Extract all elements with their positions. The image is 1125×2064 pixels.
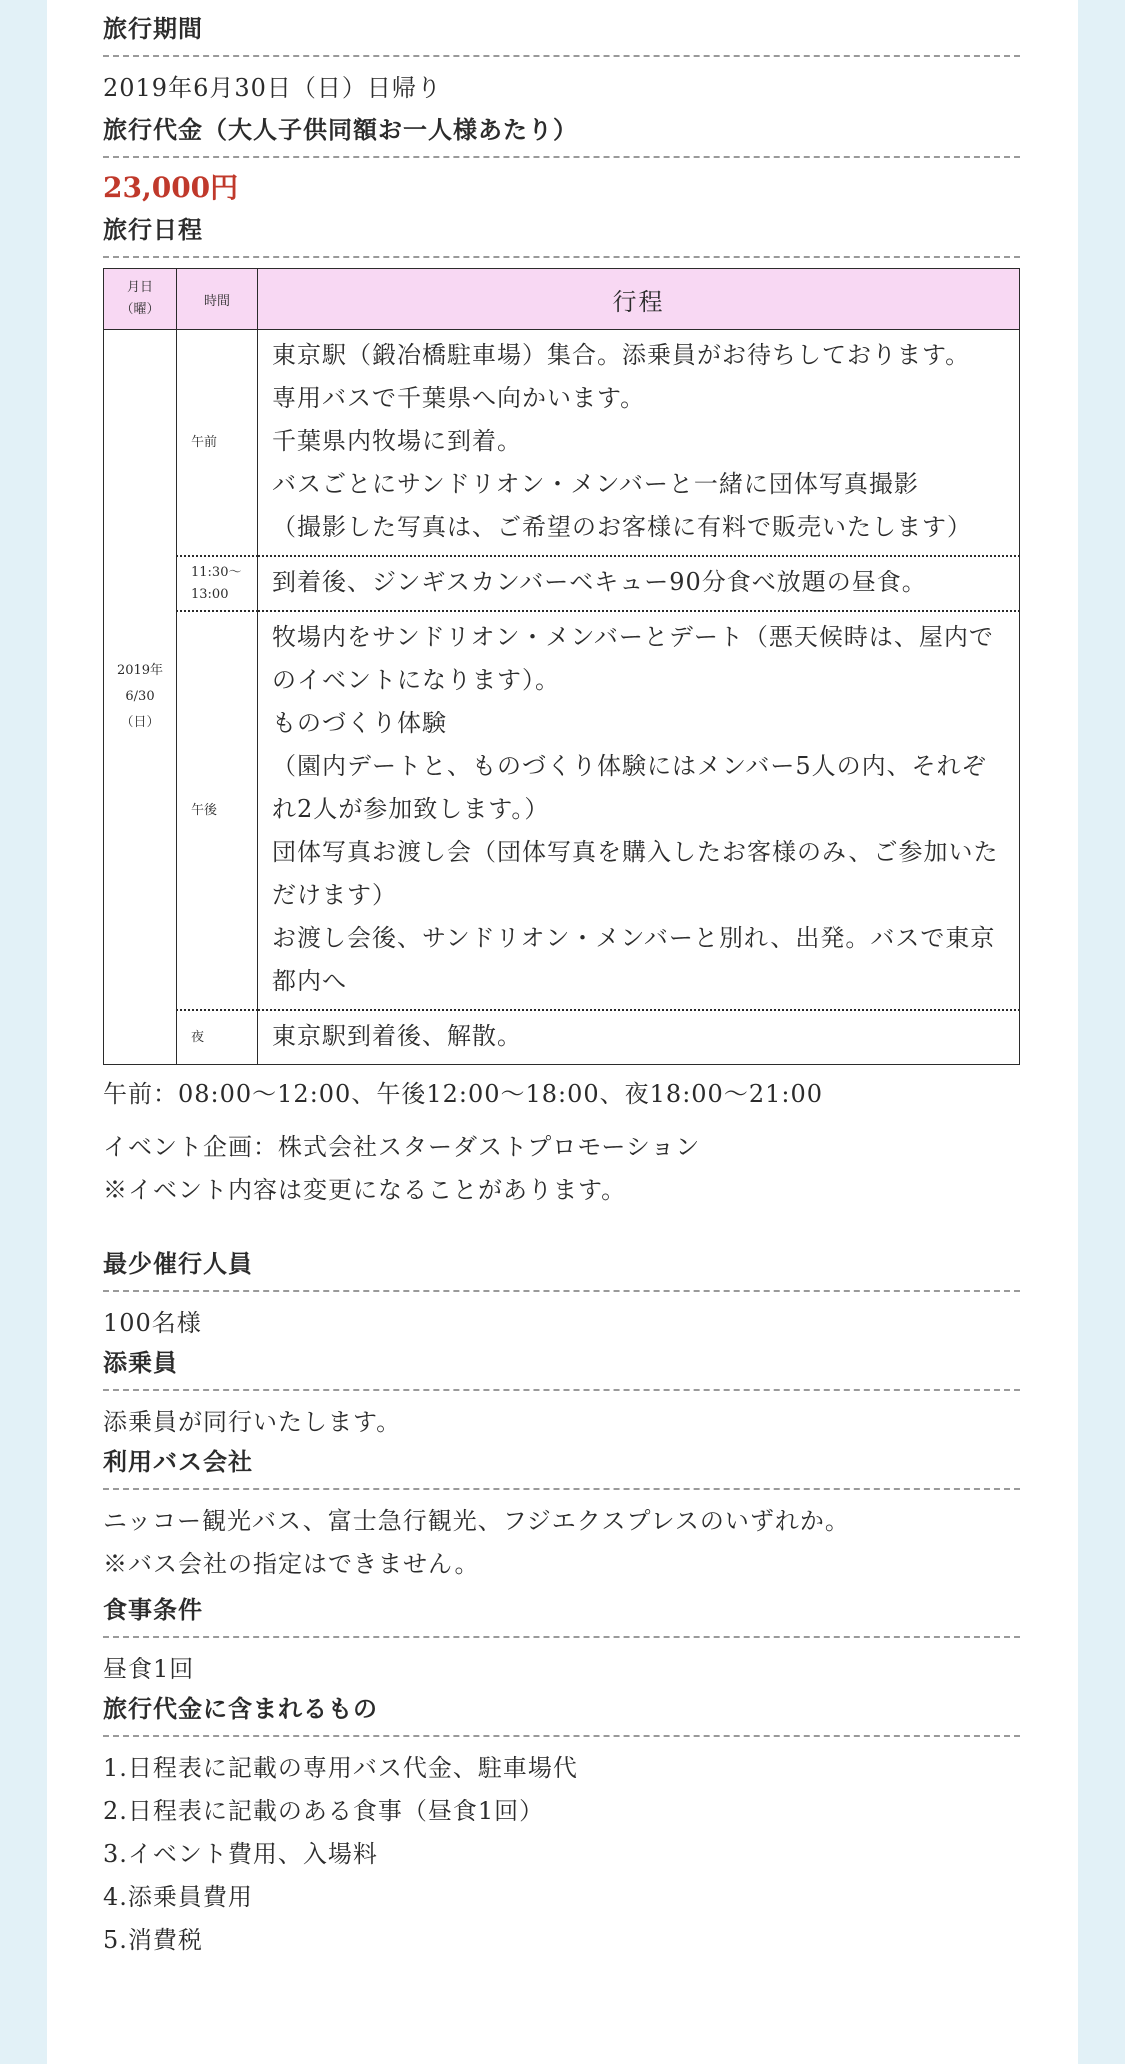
conductor-heading: 添乗員: [103, 1345, 1020, 1391]
list-item: 4.添乗員費用: [103, 1883, 253, 1911]
period-heading: 旅行期間: [103, 0, 1020, 57]
list-item: 1.日程表に記載の専用バス代金、駐車場代: [103, 1754, 578, 1782]
included-heading: 旅行代金に含まれるもの: [103, 1691, 1020, 1737]
bus-note: ※バス会社の指定はできません。: [103, 1550, 480, 1578]
schedule-row-evening: [104, 1010, 1020, 1065]
schedule-notes: [103, 1065, 1020, 1212]
price-value: 23,000円: [103, 171, 239, 204]
bus-companies: ニッコー観光バス、富士急行観光、フジエクスプレスのいずれか。: [103, 1507, 850, 1535]
plan-cell: 東京駅到着後、解散。: [258, 1010, 1020, 1065]
organizer-note: イベント企画：株式会社スターダストプロモーション: [103, 1133, 701, 1161]
list-item: 2.日程表に記載のある食事（昼食1回）: [103, 1797, 545, 1825]
col-plan: 行程: [258, 269, 1020, 330]
plan-cell: 東京駅（鍛冶橋駐車場）集合。添乗員がお待ちしております。 専用バスで千葉県へ向かいます。 千葉県内牧場に到着。 バスごとにサンドリオン・メンバーと一緒に団体写真撮影 （撮影した写真は、ご希望のお客様に有料で販売いたします）: [258, 330, 1020, 557]
schedule-date: 2019年 6/30 （日）: [104, 330, 177, 1065]
page: [47, 0, 1078, 2064]
conductor-value: 添乗員が同行いたします。: [103, 1408, 402, 1436]
schedule-row-morning: [104, 330, 1020, 557]
content: [103, 0, 1020, 1962]
bus-info: [103, 1490, 1020, 1586]
time-cell: 午前: [177, 330, 258, 557]
time-cell: 午後: [177, 611, 258, 1010]
schedule-row-lunch: [104, 556, 1020, 611]
col-date: 月日 （曜）: [104, 269, 177, 330]
schedule-table-header: [104, 269, 1020, 330]
min-participants-value: 100名様: [103, 1309, 202, 1337]
included-list: [103, 1737, 1020, 1962]
time-cell: 夜: [177, 1010, 258, 1065]
meals-value: 昼食1回: [103, 1655, 195, 1683]
list-item: 5.消費税: [103, 1926, 203, 1954]
time-cell: 11:30～ 13:00: [177, 556, 258, 611]
plan-cell: 到着後、ジンギスカンバーベキュー90分食べ放題の昼食。: [258, 556, 1020, 611]
schedule-row-afternoon: [104, 611, 1020, 1010]
col-time: 時間: [177, 269, 258, 330]
min-participants-heading: 最少催行人員: [103, 1212, 1020, 1292]
price-heading: 旅行代金（大人子供同額お一人様あたり）: [103, 110, 1020, 158]
schedule-heading: 旅行日程: [103, 212, 1020, 258]
period-value: 2019年6月30日（日）日帰り: [103, 74, 442, 102]
change-note: ※イベント内容は変更になることがあります。: [103, 1176, 627, 1204]
time-ranges-note: 午前：08:00～12:00、午後12:00～18:00、夜18:00～21:00: [103, 1080, 823, 1108]
plan-cell: 牧場内をサンドリオン・メンバーとデート（悪天候時は、屋内で のイベントになります）。 ものづくり体験 （園内デートと、ものづくり体験にはメンバー5人の内、それぞ れ2人が参加致します。） 団体写真お渡し会（団体写真を購入したお客様のみ、ご参加いた だけます） お渡し会後、サンドリオン・メンバーと別れ、出発。バスで東京 都内へ: [258, 611, 1020, 1010]
bus-heading: 利用バス会社: [103, 1444, 1020, 1490]
schedule-table: [103, 268, 1020, 1065]
meals-heading: 食事条件: [103, 1586, 1020, 1638]
list-item: 3.イベント費用、入場料: [103, 1840, 378, 1868]
